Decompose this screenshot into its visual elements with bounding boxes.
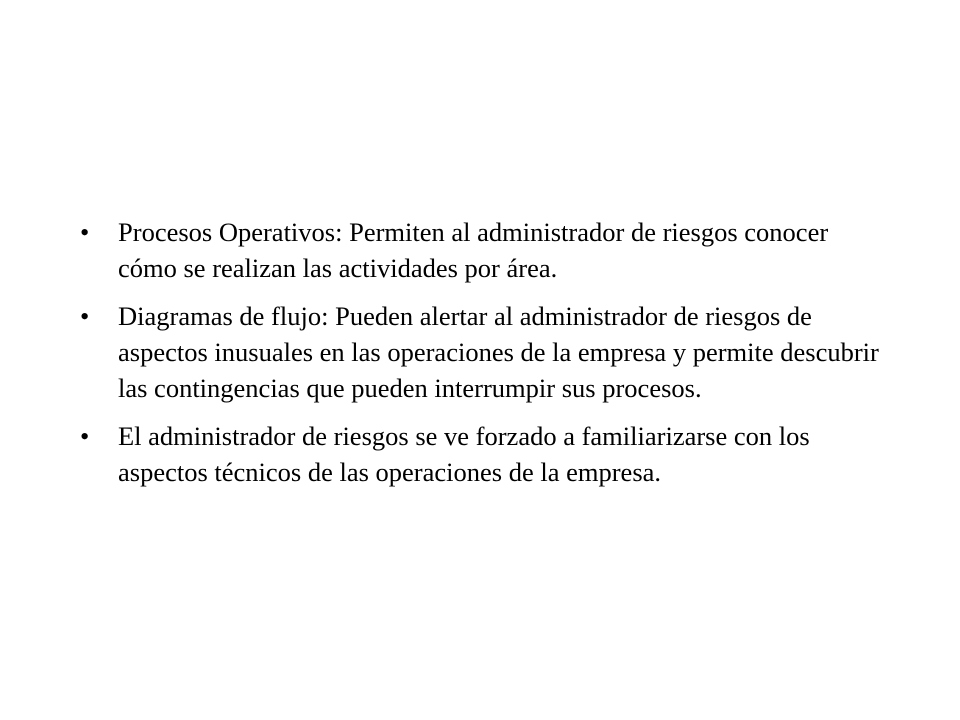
bullet-list xyxy=(80,214,880,502)
bullet-item-procesos-operativos xyxy=(80,214,880,286)
bullet-text: Diagramas de flujo: Pueden alertar al administrador de riesgos de aspectos inusuales en las operaciones de la empresa y permite descubrir las contingencias que pueden interrumpir sus procesos. xyxy=(118,301,879,403)
bullet-item-diagramas-de-flujo xyxy=(80,298,880,406)
bullet-icon: • xyxy=(80,301,90,331)
bullet-text: El administrador de riesgos se ve forzado a familiarizarse con los aspectos técnicos de las operaciones de la empresa. xyxy=(118,421,810,487)
bullet-icon: • xyxy=(80,217,90,247)
bullet-text: Procesos Operativos: Permiten al administrador de riesgos conocer cómo se realizan las actividades por área. xyxy=(118,217,829,283)
bullet-icon: • xyxy=(80,421,90,451)
bullet-item-administrador-de-riesgos xyxy=(80,418,880,490)
